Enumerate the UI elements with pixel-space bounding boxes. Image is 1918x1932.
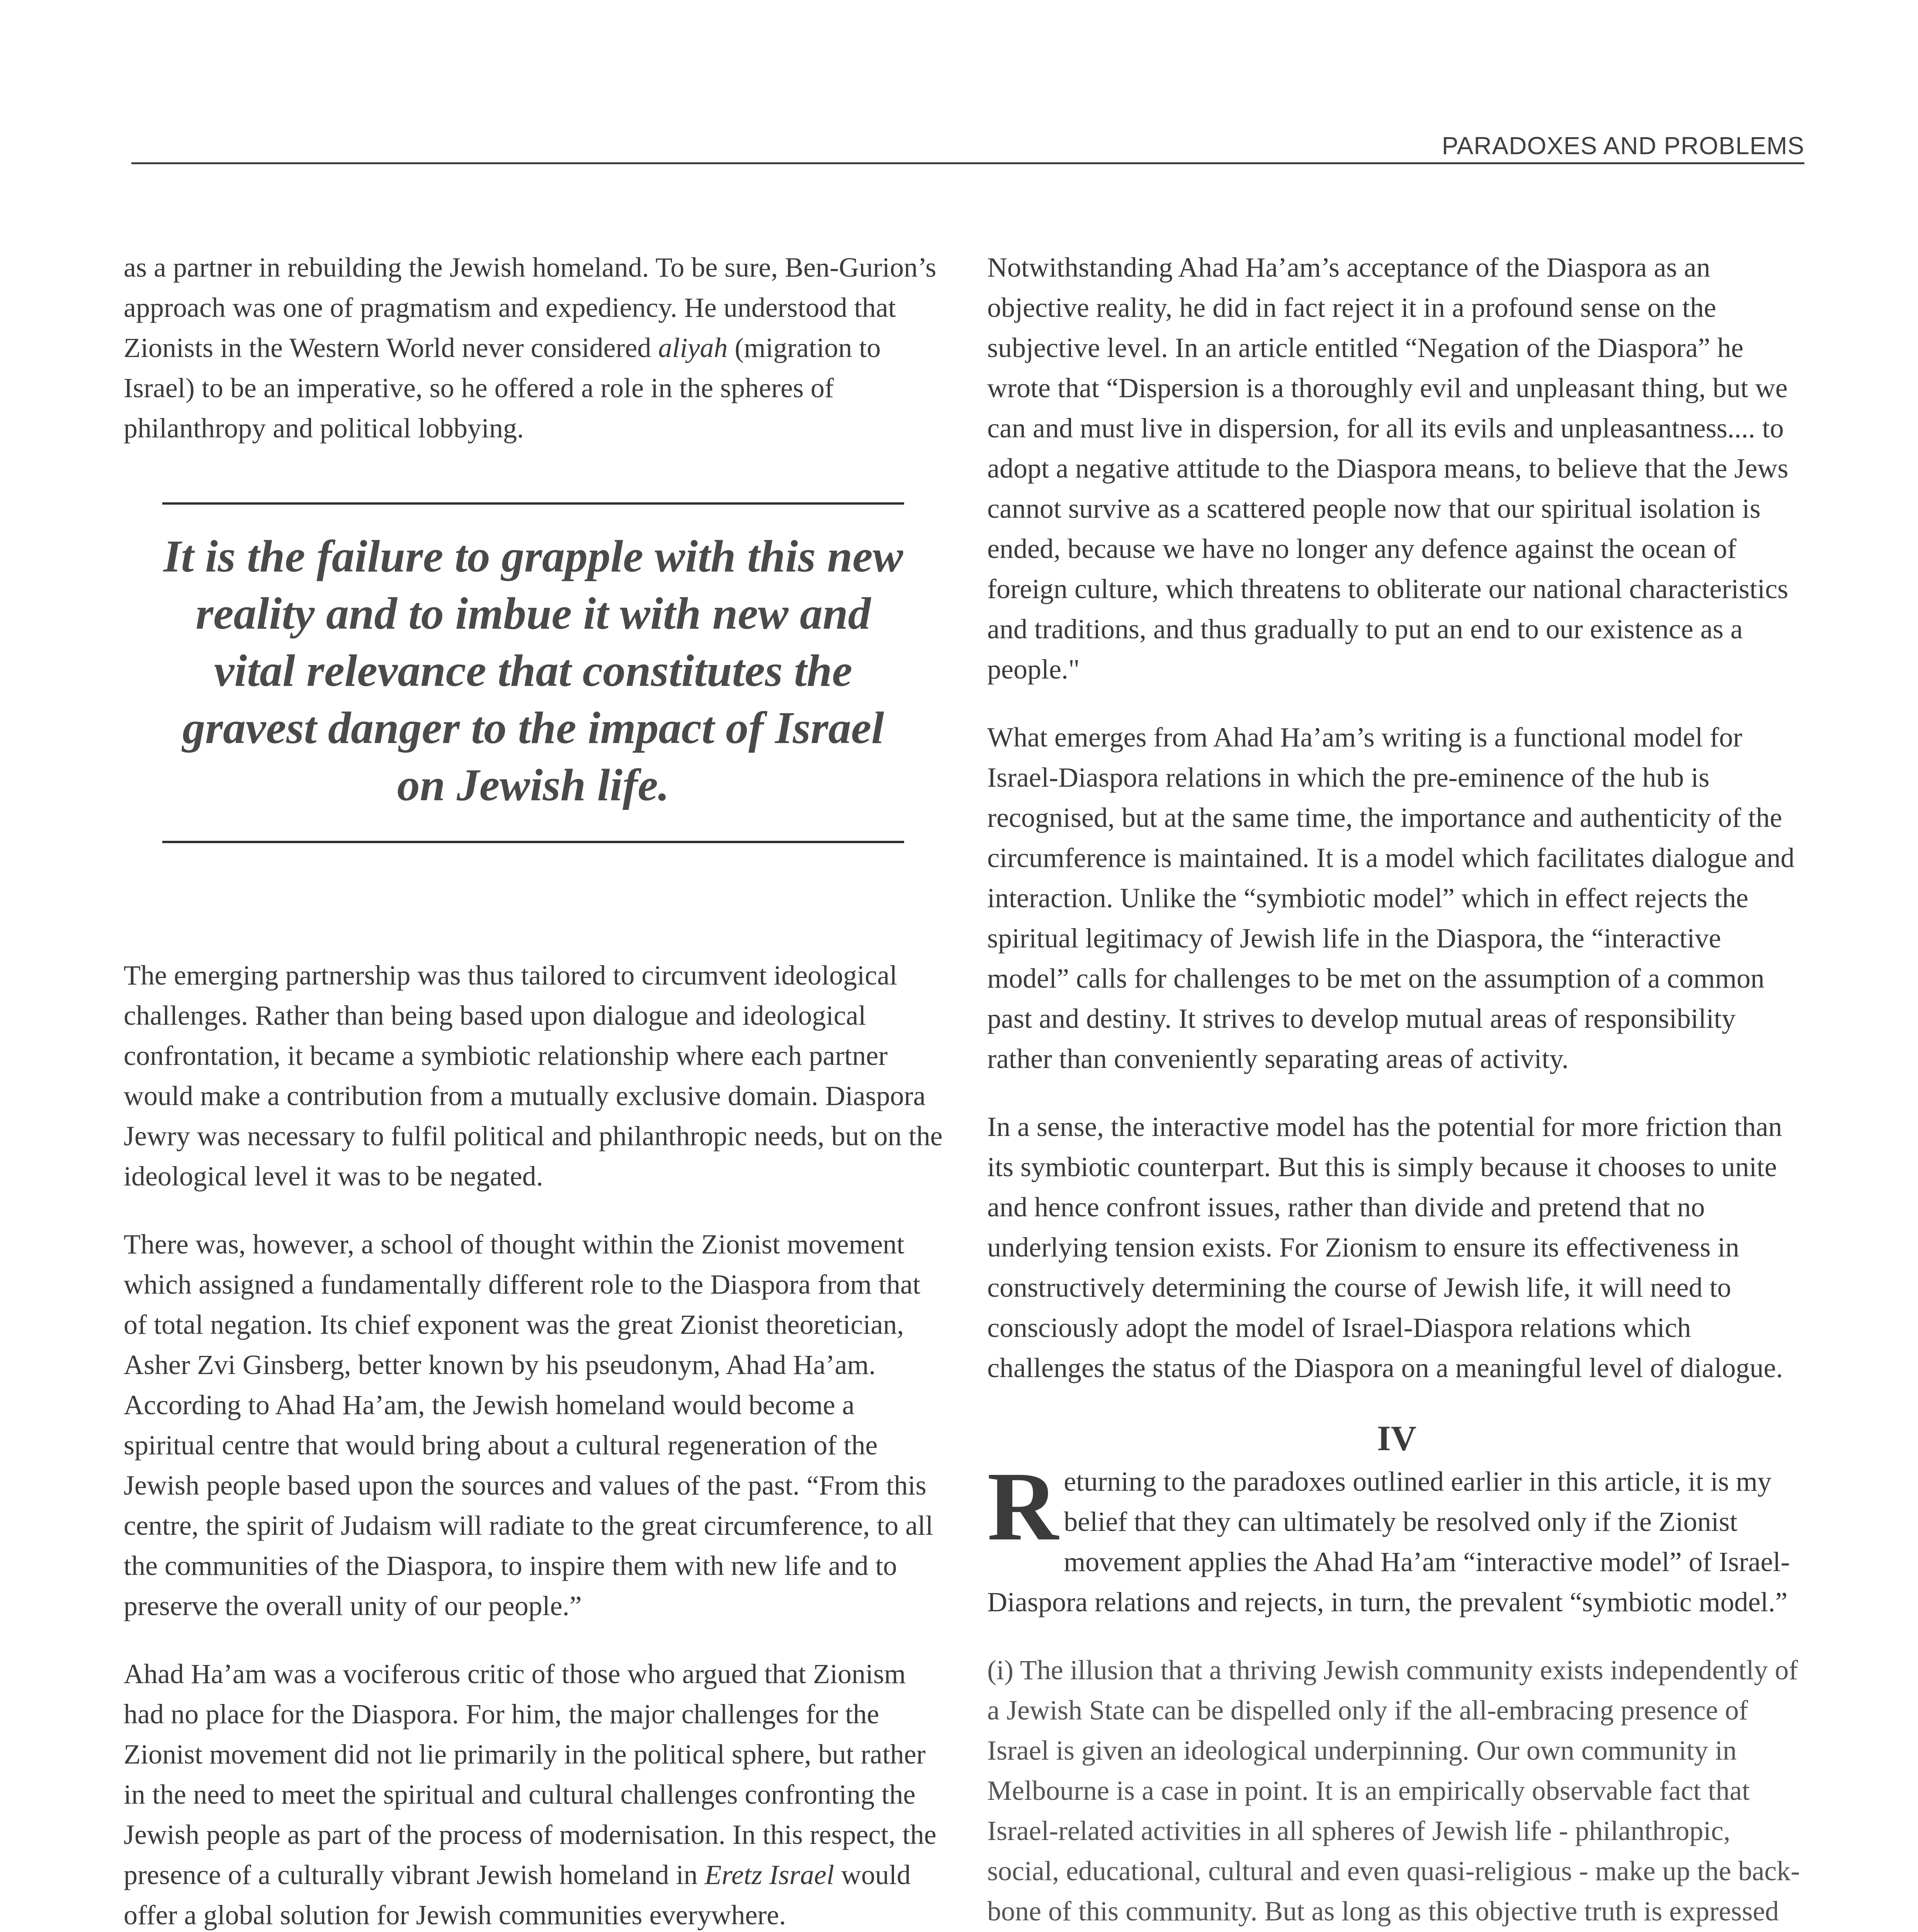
body-paragraph: The emerging partnership was thus tailored to circumvent ideological challenges. Rather than being based upon dialogue and ideological confrontation, it became a symbiotic relationship where each partner would make a contribution from a mutually exclusive domain. Diaspora Jewry was necessary to fulfil political and philanthropic needs, but on the ideological level it was to be negated. (124, 960, 943, 1192)
running-header (131, 124, 1804, 164)
running-title: PARADOXES AND PROBLEMS (1442, 132, 1804, 160)
body-paragraph: as a partner in rebuilding the Jewish homeland. To be sure, Ben-Gurion’s approach was one of pragmatism and expediency. He understood that Zionists in the Western World never considered aliyah (migration to Israel) to be an imperative, so he offered a role in the spheres of philanthropy and political lobbying. (124, 252, 937, 444)
left-column (124, 247, 943, 1932)
right-column (987, 247, 1806, 1932)
drop-cap: R (987, 1452, 1059, 1561)
pull-quote-text: It is the failure to grapple with this new reality and to imbue it with new and vital relevance that constitutes the gravest danger to the impact of Israel on Jewish life. (163, 531, 903, 810)
italic-term: aliyah (658, 332, 728, 363)
body-paragraph: Ahad Ha’am was a vociferous critic of those who argued that Zionism had no place for the Diaspora. For him, the major challenges for the Zionist movement did not lie primarily in the political sphere, but rather in the need to meet the spiritual and cultural challenges confronting the Jewish people as part of the process of modernisation. In this respect, the presence of a culturally vibrant Jewish homeland in Eretz Israel would offer a global solution for Jewish communities everywhere. (124, 1658, 937, 1930)
italic-term: Eretz Israel (704, 1859, 834, 1890)
body-paragraph: There was, however, a school of thought within the Zionist movement which assigned a fundamentally different role to the Diaspora from that of total negation. Its chief exponent was the great Zionist theoretician, Asher Zvi Ginsberg, better known by his pseudonym, Ahad Ha’am. According to Ahad Ha’am, the Jewish homeland would become a spiritual centre that would bring about a cultural regeneration of the Jewish people based upon the sources and values of the past. “From this centre, the spirit of Judaism will radiate to the great circumference, to all the communities of the Diaspora, to inspire them with new life and to preserve the overall unity of our people.” (124, 1229, 933, 1621)
body-paragraph: Returning to the paradoxes outlined earlier in this article, it is my belief that they can ultimately be resolved only if the Zionist movement applies the Ahad Ha’am “interactive model” of Israel-Diaspora relations and rejects, in turn, the prevalent “symbiotic model.” (987, 1452, 1790, 1617)
section-number: IV (1377, 1418, 1417, 1458)
pull-quote (162, 502, 904, 843)
body-paragraph: Notwithstanding Ahad Ha’am’s acceptance of the Diaspora as an objective reality, he did in fact reject it in a profound sense on the subjective level. In an article entitled “Negation of the Diaspora” he wrote that “Dispersion is a thoroughly evil and unpleasant thing, but we can and must live in dispersion, for all its evils and unpleasantness.... to adopt a negative attitude to the Diaspora means, to believe that the Jews cannot survive as a scattered people now that our spiritual isolation is ended, because we have no longer any defence against the ocean of foreign culture, which threatens to obliterate our national characteristics and traditions, and thus gradually to put an end to our existence as a people." (987, 252, 1789, 685)
body-paragraph: What emerges from Ahad Ha’am’s writing is a functional model for Israel-Diaspora relations in which the pre-eminence of the hub is recognised, but at the same time, the importance and authenticity of the circumference is maintained. It is a model which facilitates dialogue and interaction. Unlike the “symbiotic model” which in effect rejects the spiritual legitimacy of Jewish life in the Diaspora, the “interactive model” calls for challenges to be met on the assumption of a common past and destiny. It strives to develop mutual areas of responsibility rather than conveniently separating areas of activity. (987, 722, 1795, 1074)
body-paragraph: In a sense, the interactive model has the potential for more friction than its symbiotic counterpart. But this is simply because it chooses to unite and hence confront issues, rather than divide and pretend that no underlying tension exists. For Zionism to ensure its effectiveness in constructively determining the course of Jewish life, it will need to consciously adopt the model of Israel-Diaspora relations which challenges the status of the Diaspora on a meaningful level of dialogue. (987, 1111, 1783, 1383)
body-paragraph: (i) The illusion that a thriving Jewish community exists independently of a Jewish State can be dispelled only if the all-embracing presence of Israel is given an ideological underpinning. Our own community in Melbourne is a case in point. It is an empirically observable fact that Israel-related activities in all spheres of Jewish life - philanthropic, social, educational, cultural and even quasi-religious - make up the back-bone of this community. But as long as this objective truth is expressed (987, 1655, 1800, 1927)
